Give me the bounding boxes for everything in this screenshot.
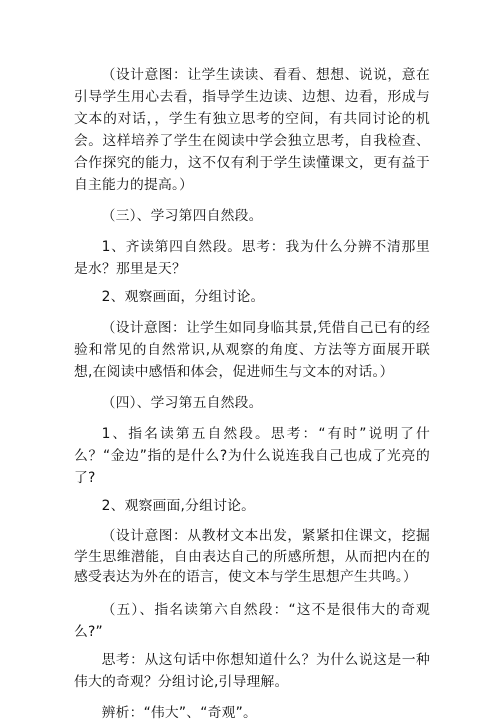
- heading-section-three: （三）、学习第四自然段。: [101, 208, 263, 224]
- paragraph-think-question: 思考：从这句话中你想知道什么？为什么说这是一种伟大的奇观？分组讨论,引导理解。: [74, 651, 430, 690]
- document-body: [74, 64, 430, 724]
- paragraph-read-fifth: 1、指名读第五自然段。思考：“有时”说明了什么？“金边”指的是什么?为什么说连我自己也成了光亮的了?: [74, 426, 430, 486]
- heading-section-four: （四）、学习第五自然段。: [101, 395, 263, 411]
- paragraph-observe-discuss-2: 2、观察画面,分组讨论。: [101, 498, 256, 514]
- paragraph-observe-discuss-1: 2、观察画面，分组讨论。: [101, 289, 265, 305]
- paragraph-design-intent-3: （设计意图：从教材文本出发，紧紧扣住课文，挖掘学生思维潜能，自由表达自己的所感所想，从而把内在的感受表达为外在的语言，使文本与学生思想产生共鸣。）: [74, 528, 430, 585]
- paragraph-read-fourth: 1、齐读第四自然段。思考：我为什么分辨不清那里是水？那里是天？: [74, 239, 430, 277]
- paragraph-design-intent-1: （设计意图：让学生读读、看看、想想、说说，意在引导学生用心去看，指导学生边读、边想、边看，形成与文本的对话，，学生有独立思考的空间，有共同讨论的机会。这样培养了学生在阅读中学会独立思考，自我检查、合作探究的能力，这不仅有利于学生读懂课文，更有益于自主能力的提高。）: [74, 67, 430, 193]
- heading-section-five: （五）、指名读第六自然段：“这不是很伟大的奇观么?”: [74, 601, 430, 640]
- paragraph-design-intent-2: （设计意图：让学生如同身临其景,凭借自己已有的经验和常见的自然常识,从观察的角度、方法等方面展开联想,在阅读中感悟和体会，促进师生与文本的对话。）: [74, 320, 430, 380]
- paragraph-analysis: 辨析：“伟大”、“奇观”。: [101, 704, 257, 721]
